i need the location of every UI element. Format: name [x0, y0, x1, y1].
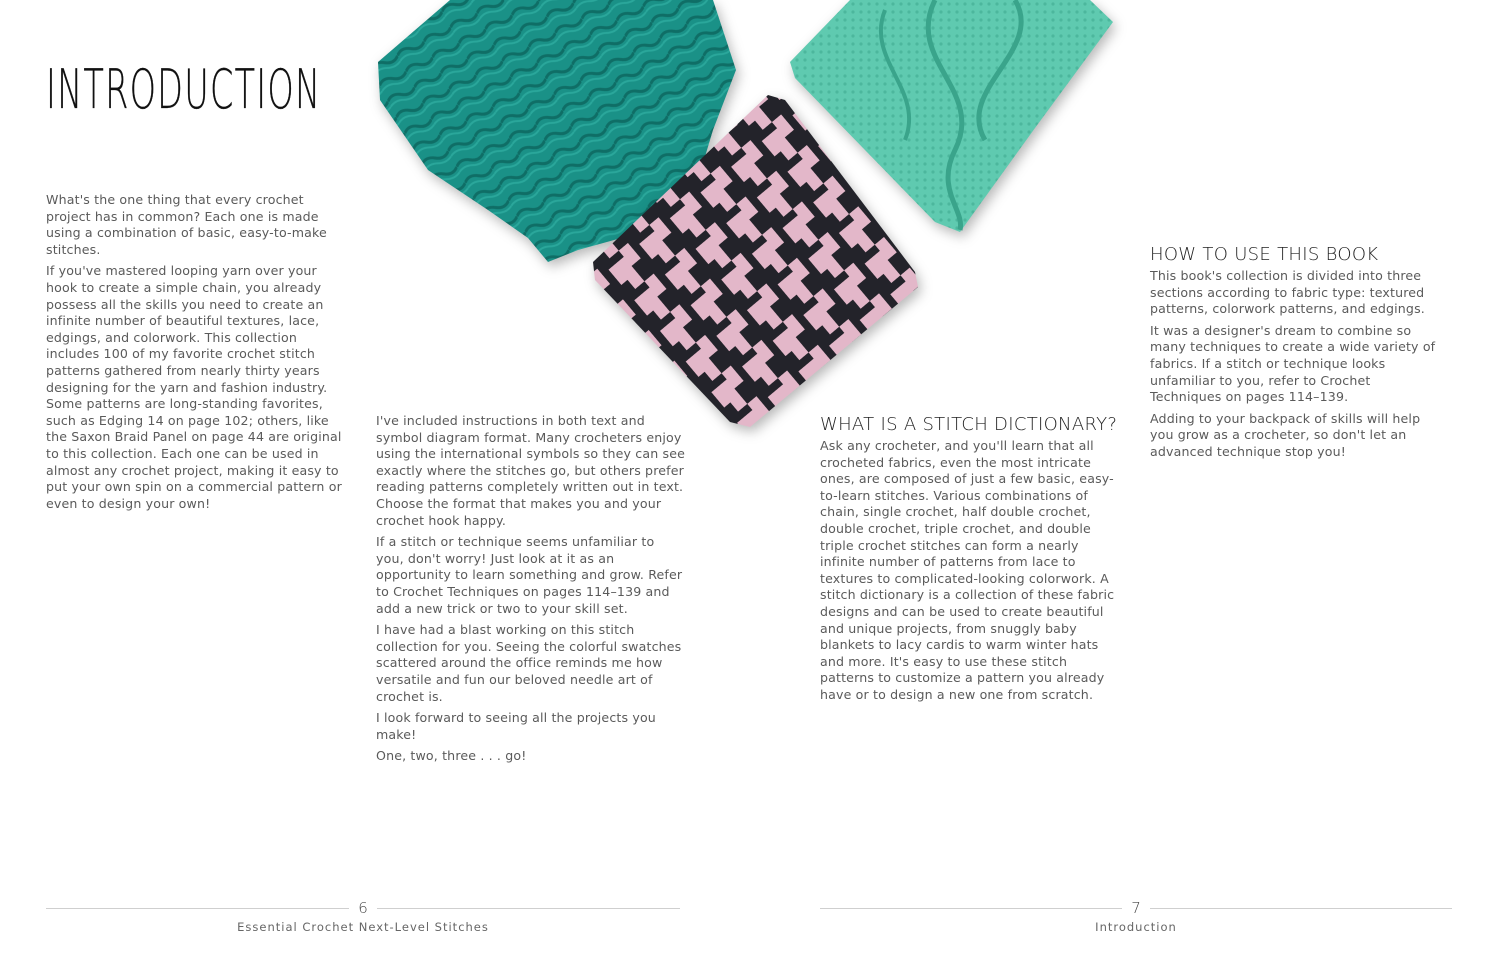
- body-paragraph: This book's collection is divided into three sections according to fabric type: textured patterns, colorwork patterns, and edgings.: [1150, 268, 1425, 317]
- body-paragraph: I've included instructions in both text and symbol diagram format. Many crocheters enjoy using the international symbols so they can see exactly where the stitches go, but others prefer reading patterns completely written out in text. Choose the format that makes you and your crochet hook happy.: [376, 413, 686, 528]
- body-paragraph: What's the one thing that every crochet project has in common? Each one is made using a combination of basic, easy-to-make stitches.: [46, 192, 327, 257]
- body-paragraph: If you've mastered looping yarn over your hook to create a simple chain, you already possess all the skills you need to create an infinite number of beautiful textures, lace, edgings, and colorwork. This collection includes 100 of my favorite crochet stitch patterns gathered from nearly thirty years designing for the yarn and fashion industry. Some patterns are long-standing favorites, such as Edging 14 on page 102; others, like the Saxon Braid Panel on page 44 are original to this collection. Each one can be used in almost any crochet project, making it easy to put your own spin on a commercial pattern or even to design your own!: [46, 263, 342, 511]
- how-to-use-section: [1150, 244, 1445, 466]
- body-paragraph: Adding to your backpack of skills will help you grow as a crocheter, so don't let an advanced technique stop you!: [1150, 410, 1421, 459]
- right-page-footer: [820, 898, 1452, 943]
- colorwork-swatch-image: [590, 92, 920, 432]
- section-heading: HOW TO USE THIS BOOK: [1150, 244, 1379, 265]
- body-paragraph: I look forward to seeing all the projects you make!: [376, 710, 656, 742]
- body-paragraph: Ask any crocheter, and you'll learn that all crocheted fabrics, even the most intricate ones, are composed of just a few basic, easy-to-learn stitches. Various combinations of chain, single crochet, half double crochet, double crochet, triple crochet, and double triple crochet stitches can form a nearly infinite number of patterns from lace to textures to complicated-looking colorwork. A stitch dictionary is a collection of these fabric designs and can be used to create beautiful and unique projects, from snuggly baby blankets to lacy cardis to warm winter hats and more. It's easy to use these stitch patterns to customize a pattern you already have or to design a new one from scratch.: [820, 438, 1115, 702]
- stitch-dictionary-section: [820, 414, 1125, 709]
- intro-column-1: [46, 192, 351, 517]
- section-heading: WHAT IS A STITCH DICTIONARY?: [820, 414, 1118, 435]
- body-paragraph: One, two, three . . . go!: [376, 748, 527, 764]
- body-paragraph: I have had a blast working on this stitch collection for you. Seeing the colorful swatches scattered around the office reminds me how versatile and fun our beloved needle art of crochet is.: [376, 622, 682, 704]
- page-number: 6: [358, 899, 368, 917]
- page-title: INTRODUCTION: [46, 58, 322, 121]
- left-page-footer: [46, 898, 680, 943]
- running-title: Introduction: [1095, 920, 1177, 934]
- body-paragraph: It was a designer's dream to combine so many techniques to create a wide variety of fabrics. If a stitch or technique looks unfamiliar to you, refer to Crochet Techniques on pages 114–139.: [1150, 322, 1436, 405]
- running-title: Essential Crochet Next-Level Stitches: [237, 920, 489, 934]
- page-number: 7: [1131, 899, 1141, 917]
- body-paragraph: If a stitch or technique seems unfamiliar to you, don't worry! Just look at it as an opportunity to learn something and grow. Refer to Crochet Techniques on pages 114–139 and add a new trick or two to your skill set.: [376, 534, 683, 616]
- intro-column-2: [376, 413, 686, 770]
